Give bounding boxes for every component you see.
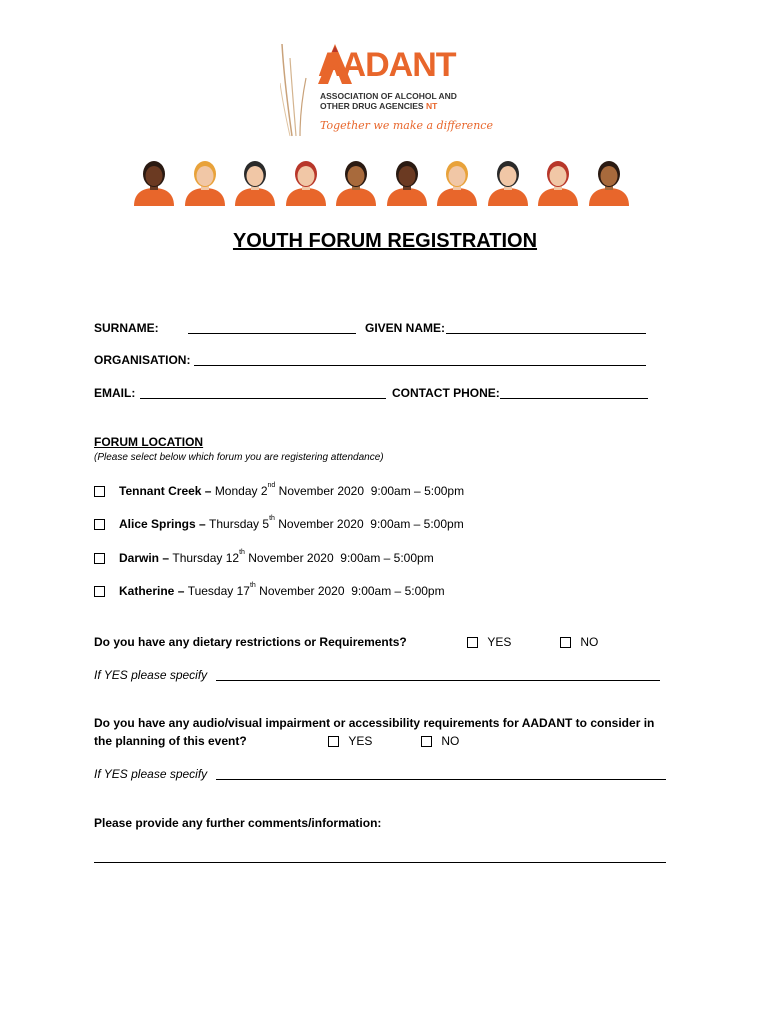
email-input[interactable] — [140, 386, 386, 399]
forum-option-dash: – — [174, 584, 188, 598]
access-no-checkbox[interactable] — [421, 736, 432, 747]
dietary-no-checkbox[interactable] — [560, 637, 571, 648]
dietary-yes-label: YES — [487, 635, 512, 649]
dietary-specify-label: If YES please specify — [94, 668, 208, 682]
avatar-icon — [435, 158, 479, 206]
avatar-icon — [536, 158, 580, 206]
logo-line2-suffix: NT — [425, 101, 438, 111]
surname-label: SURNAME: — [94, 321, 159, 335]
comments-label: Please provide any further comments/information: — [94, 816, 382, 830]
forum-option-checkbox[interactable] — [94, 586, 105, 597]
given-name-label: GIVEN NAME: — [365, 321, 446, 335]
surname-field[interactable] — [94, 321, 159, 335]
avatar-icon — [334, 158, 378, 206]
grass-icon — [280, 38, 320, 138]
forum-option-text — [119, 551, 434, 565]
forum-option-checkbox[interactable] — [94, 486, 105, 497]
forum-option-dash: – — [159, 551, 173, 565]
forum-option-time: November 2020 9:00am – 5:00pm — [255, 584, 445, 598]
forum-option-date: Tuesday 17 — [187, 584, 250, 598]
forum-option-place: Katherine — [119, 584, 175, 598]
forum-option-suffix: th — [249, 582, 256, 589]
dietary-specify-input[interactable] — [216, 668, 660, 681]
forum-option-date: Thursday 12 — [172, 551, 240, 565]
organisation-label: ORGANISATION: — [94, 353, 191, 367]
forum-option-suffix: th — [269, 515, 275, 522]
dietary-yes-checkbox[interactable] — [467, 637, 478, 648]
forum-location-note: (Please select below which forum you are registering attendance) — [94, 452, 384, 463]
dietary-no-option[interactable] — [560, 635, 598, 649]
forum-option-dash: – — [195, 517, 210, 531]
access-question-line1: Do you have any audio/visual impairment or accessibility requirements for AADANT to consider in — [94, 716, 655, 730]
forum-location-heading: FORUM LOCATION — [94, 435, 204, 449]
avatar-icon — [385, 158, 429, 206]
forum-option-text — [119, 584, 445, 598]
forum-option-date: Thursday 5 — [209, 517, 270, 531]
avatar-icon — [587, 158, 631, 206]
logo-tagline: Together we make a difference — [320, 119, 493, 132]
logo-line2 — [320, 101, 437, 111]
access-no-label: NO — [441, 734, 460, 748]
page-title: YOUTH FORUM REGISTRATION — [232, 230, 538, 252]
dietary-no-label: NO — [580, 635, 599, 649]
avatar-icon — [486, 158, 530, 206]
access-yes-option[interactable] — [328, 734, 372, 748]
access-no-option[interactable] — [421, 734, 459, 748]
forum-option[interactable] — [94, 517, 464, 531]
forum-option[interactable] — [94, 484, 464, 498]
logo-line1: ASSOCIATION OF ALCOHOL AND — [320, 91, 457, 101]
forum-option-time: November 2020 9:00am – 5:00pm — [244, 551, 434, 565]
forum-option-place: Alice Springs — [119, 517, 196, 531]
given-name-input[interactable] — [446, 321, 646, 334]
forum-option-place: Darwin — [119, 551, 160, 565]
logo — [280, 38, 493, 138]
access-question-line2: the planning of this event? — [94, 734, 247, 748]
forum-option-text — [119, 484, 464, 498]
access-specify-label: If YES please specify — [94, 767, 208, 781]
forum-option-place: Tennant Creek — [119, 484, 202, 498]
access-specify-input[interactable] — [216, 767, 666, 780]
dietary-question: Do you have any dietary restrictions or Requirements? — [94, 635, 407, 649]
contact-phone-label: CONTACT PHONE: — [392, 386, 500, 400]
forum-option-checkbox[interactable] — [94, 553, 105, 564]
logo-brand: AADANT — [318, 46, 456, 84]
forum-option-time: November 2020 9:00am – 5:00pm — [274, 517, 464, 531]
dietary-yes-option[interactable] — [467, 635, 511, 649]
avatar-icon — [183, 158, 227, 206]
contact-phone-input[interactable] — [500, 386, 648, 399]
forum-option-suffix: nd — [267, 482, 276, 489]
forum-option-text — [119, 517, 464, 531]
avatar-row — [132, 158, 632, 208]
avatar-icon — [132, 158, 176, 206]
forum-option-suffix: th — [239, 549, 245, 556]
access-yes-checkbox[interactable] — [328, 736, 339, 747]
comments-input[interactable] — [94, 850, 666, 863]
forum-option-checkbox[interactable] — [94, 519, 105, 530]
forum-option-dash: – — [201, 484, 215, 498]
access-yes-label: YES — [348, 734, 373, 748]
forum-option[interactable] — [94, 551, 434, 565]
forum-option[interactable] — [94, 584, 445, 598]
avatar-icon — [284, 158, 328, 206]
email-label: EMAIL: — [94, 386, 136, 400]
organisation-input[interactable] — [194, 353, 646, 366]
logo-line2-text: OTHER DRUG AGENCIES — [320, 101, 424, 111]
avatar-icon — [233, 158, 277, 206]
surname-input[interactable] — [188, 321, 356, 334]
forum-option-date: Monday 2 — [214, 484, 268, 498]
forum-option-time: November 2020 9:00am – 5:00pm — [275, 484, 465, 498]
